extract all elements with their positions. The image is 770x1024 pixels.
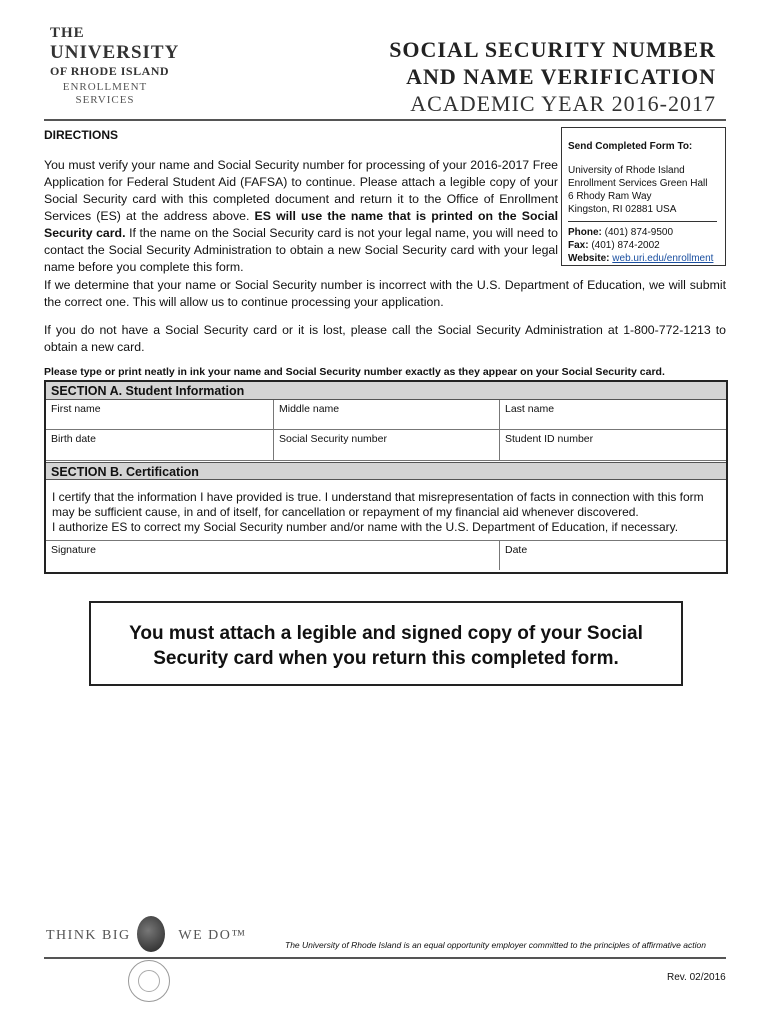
- birth-date-field[interactable]: [46, 430, 274, 461]
- directions-paragraph-1: [44, 157, 558, 276]
- send-to-address: [568, 164, 725, 216]
- middle-name-label: Middle name: [279, 403, 340, 415]
- certification-statement-2: I authorize ES to correct my Social Security number and/or name with the U.S. Department of Education, if necessary.: [52, 520, 679, 534]
- logo-the: THE: [50, 25, 85, 41]
- certification-text: [52, 490, 720, 535]
- university-seal-icon: [128, 960, 170, 1002]
- form-instruction: Please type or print neatly in ink your name and Social Security number exactly as they appear on your Social Security card.: [44, 366, 665, 378]
- directions-paragraph-3: If you do not have a Social Security card or it is lost, please call the Social Security Administration at 1-800-772-1213 to obtain a new card.: [44, 323, 726, 354]
- ssn-field[interactable]: [274, 430, 500, 461]
- logo-enrollment: ENROLLMENT: [62, 81, 148, 93]
- university-logo: [50, 24, 179, 107]
- date-field[interactable]: [500, 540, 726, 570]
- fax-label: Fax:: [568, 240, 589, 251]
- logo-rhode-island: OF RHODE ISLAND: [50, 64, 170, 78]
- first-name-label: First name: [51, 403, 101, 415]
- send-to-divider: [568, 221, 717, 222]
- last-name-label: Last name: [505, 403, 555, 415]
- fax-row: [568, 239, 725, 252]
- equal-opportunity-note: The University of Rhode Island is an equal opportunity employer committed to the principles of affirmative action: [285, 940, 706, 950]
- phone-value: (401) 874-9500: [601, 227, 674, 238]
- middle-name-field[interactable]: [274, 400, 500, 430]
- certification-statement-1: I certify that the information I have provided is true. I understand that misrepresentation of facts in connection with this form may be sufficient cause, in and of itself, for cancellation or repayment of my financial aid whenever discovered.: [52, 490, 704, 519]
- section-b-heading: SECTION B. Certification: [46, 462, 726, 480]
- contact-info: [568, 226, 725, 265]
- directions-heading: DIRECTIONS: [44, 128, 119, 142]
- address-line-3: 6 Rhody Ram Way: [568, 191, 652, 202]
- think-big-text: THINK BIG: [46, 928, 131, 943]
- address-line-2: Enrollment Services Green Hall: [568, 178, 708, 189]
- student-id-field[interactable]: [500, 430, 726, 461]
- globe-icon: [137, 916, 165, 952]
- directions-p1-text-b: If the name on the Social Security card is not your legal name, you will need to contact the Social Security Administration to obtain a new Social Security card with your legal name before you complete this form.: [44, 226, 558, 274]
- logo-university: UNIVERSITY: [50, 42, 180, 63]
- signature-label: Signature: [51, 544, 96, 556]
- footer-divider: [44, 957, 726, 959]
- header-divider: [44, 119, 726, 121]
- birth-date-label: Birth date: [51, 433, 96, 445]
- send-to-box: [561, 127, 726, 266]
- address-line-4: Kingston, RI 02881 USA: [568, 204, 677, 215]
- phone-label: Phone:: [568, 227, 602, 238]
- signature-field[interactable]: [46, 540, 500, 570]
- section-a-heading: SECTION A. Student Information: [46, 382, 726, 400]
- last-name-field[interactable]: [500, 400, 726, 430]
- revision-date: Rev. 02/2016: [667, 972, 726, 983]
- directions-p1-text-a: You must verify your name and Social Security number for processing of your 2016-2017 Free Application for Federal Student Aid (FAFSA) to continue. Please attach a legible copy of your Social Security card with this completed document and return it to the Office of Enrollment Services (ES) at the address above.: [44, 158, 558, 223]
- student-id-label: Student ID number: [505, 433, 594, 445]
- we-do-text: WE DO™: [178, 928, 247, 943]
- attach-card-notice-text: You must attach a legible and signed copy of your Social Security card when you return this completed form.: [129, 623, 643, 669]
- title-line-1: SOCIAL SECURITY NUMBER: [389, 37, 716, 62]
- title-line-2: AND NAME VERIFICATION: [406, 64, 716, 89]
- first-name-field[interactable]: [46, 400, 274, 430]
- phone-row: [568, 226, 725, 239]
- logo-services: SERVICES: [75, 94, 135, 106]
- directions-paragraph-2: If we determine that your name or Social Security number is incorrect with the U.S. Department of Education, we will submit the correct one. This will allow us to continue processing your application.: [44, 278, 726, 309]
- website-label: Website:: [568, 253, 610, 264]
- title-academic-year: ACADEMIC YEAR 2016-2017: [410, 91, 716, 116]
- fax-value: (401) 874-2002: [588, 240, 660, 251]
- verification-form: [44, 380, 728, 574]
- document-title: [389, 36, 716, 118]
- address-line-1: University of Rhode Island: [568, 165, 685, 176]
- website-link[interactable]: web.uri.edu/enrollment: [612, 253, 714, 264]
- directions-p1-bold: ES will use the name that is printed on the Social Security card.: [44, 209, 558, 240]
- attach-card-notice: [89, 601, 683, 686]
- date-label: Date: [505, 544, 528, 556]
- website-row: [568, 252, 725, 265]
- ssn-label: Social Security number: [279, 433, 387, 445]
- send-to-heading: Send Completed Form To:: [568, 141, 693, 152]
